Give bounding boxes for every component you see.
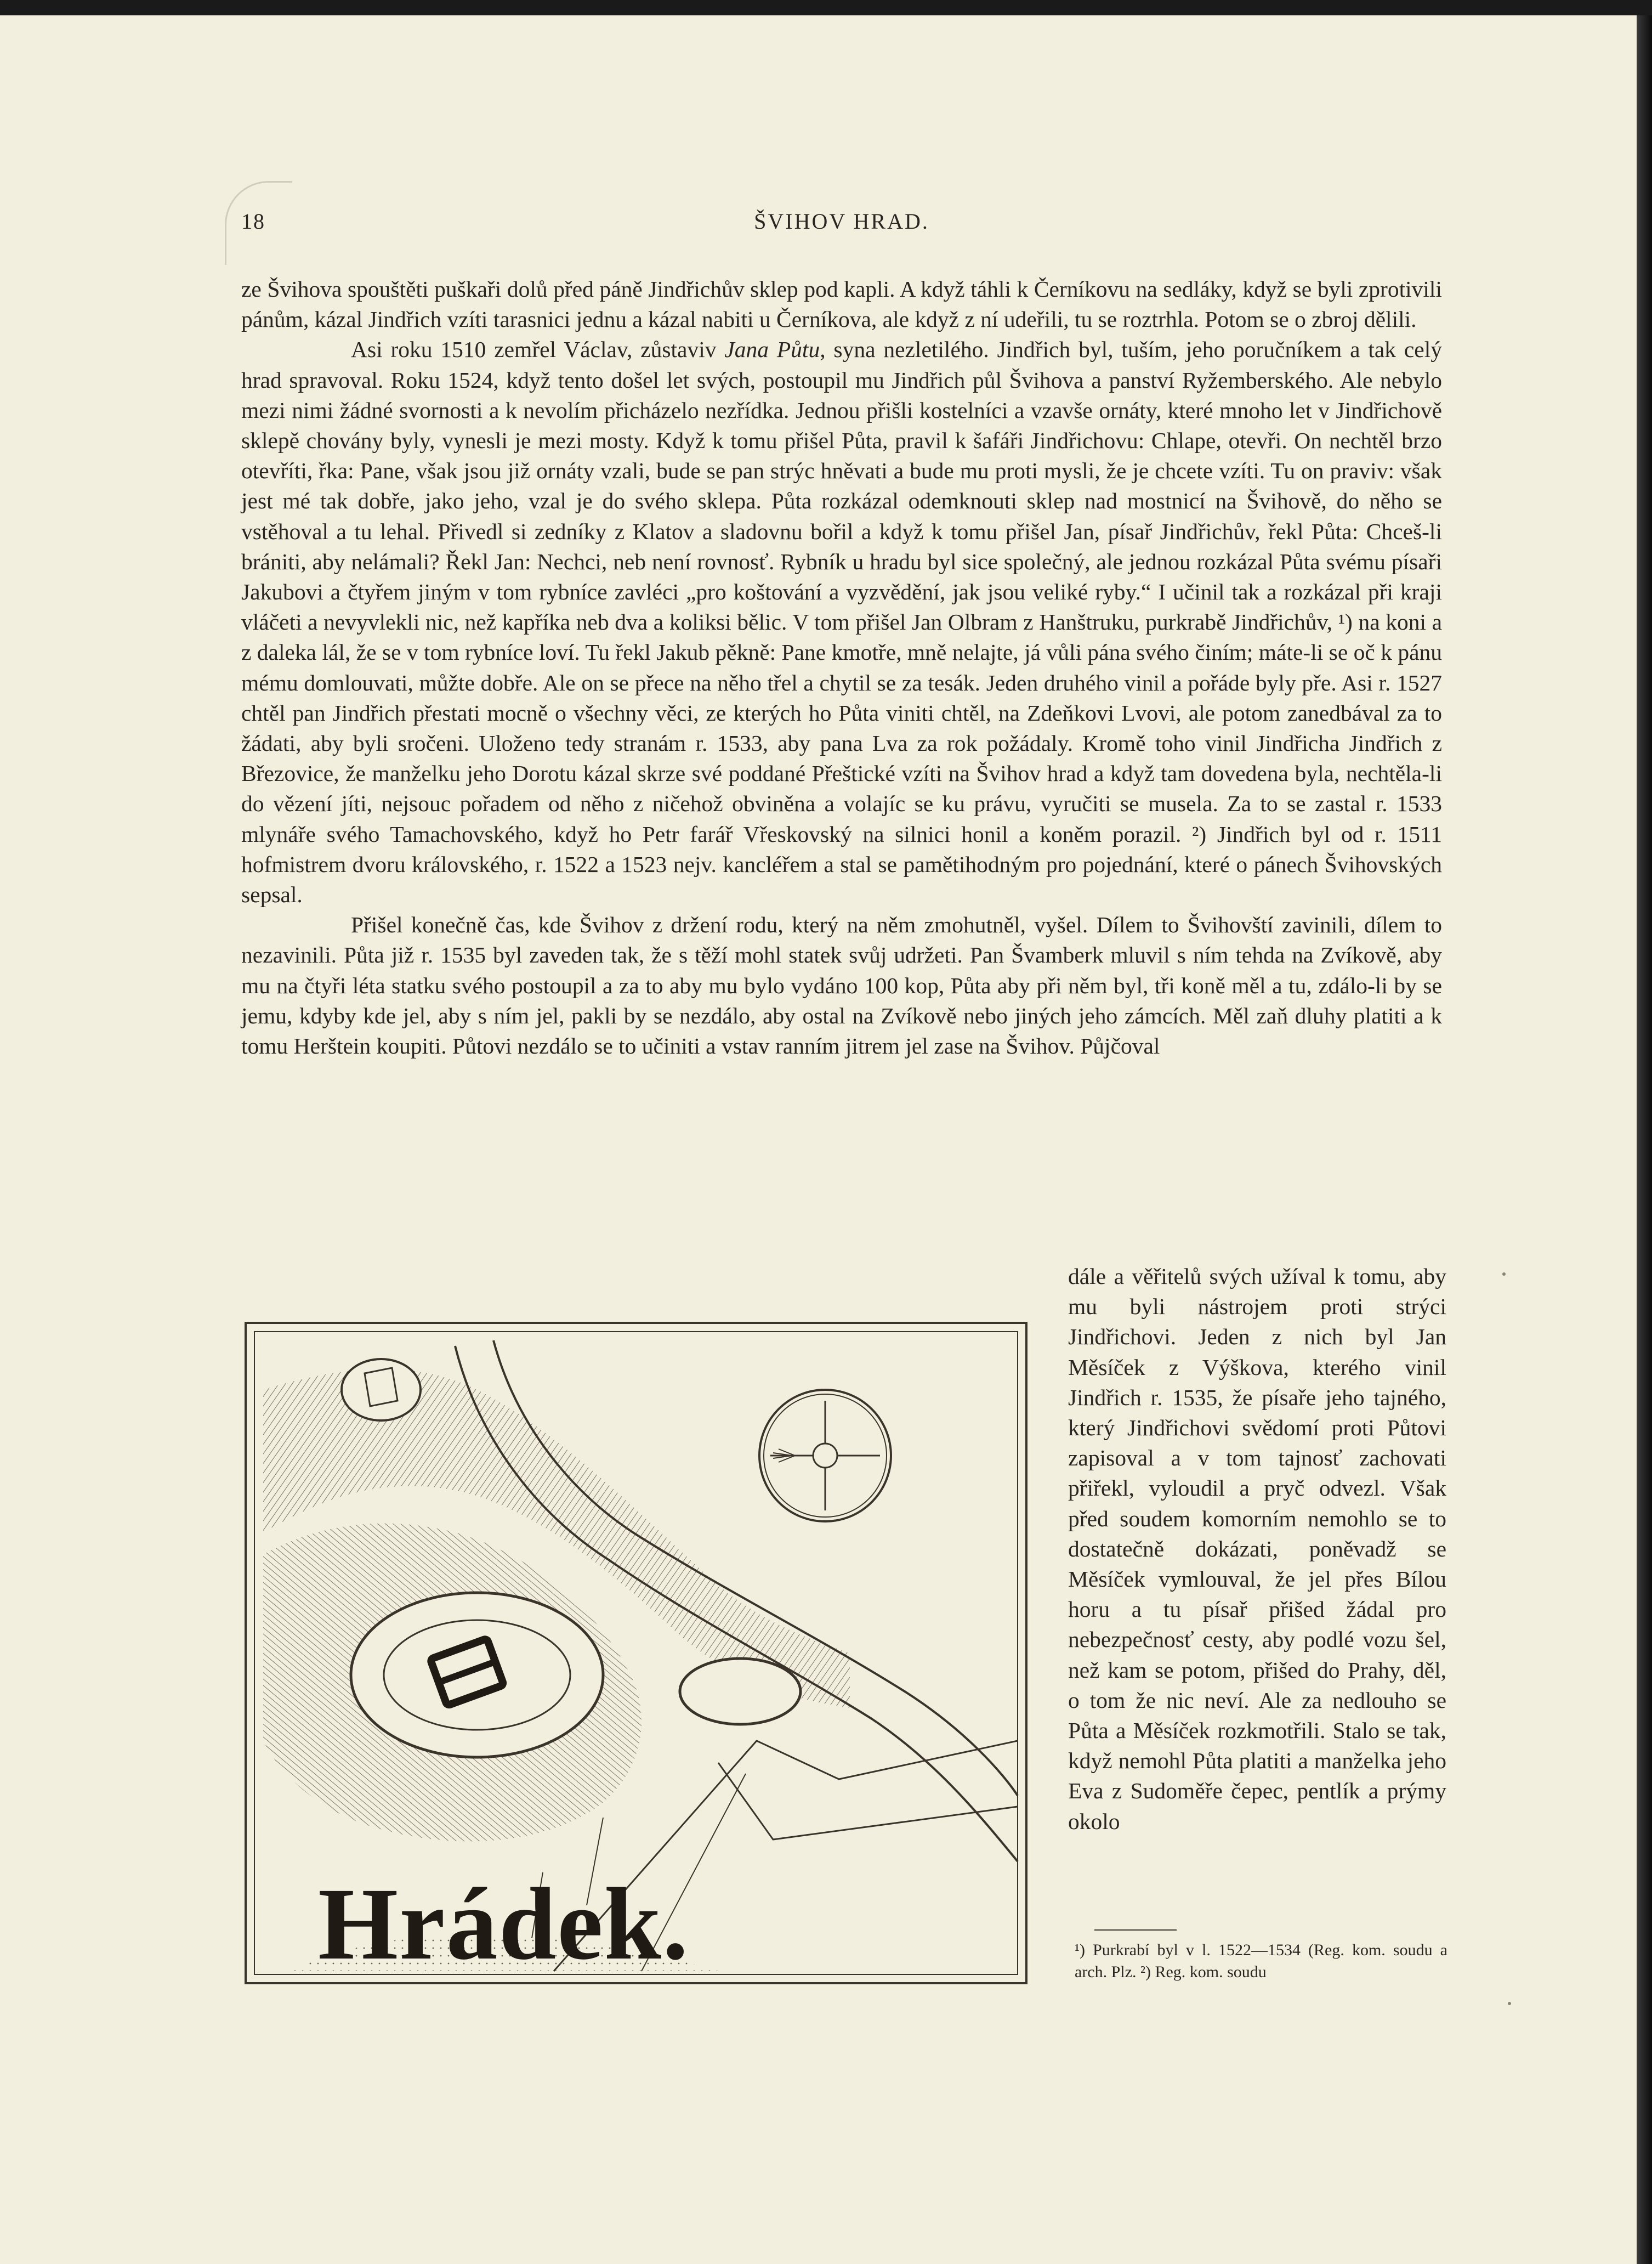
footnote-rule (1094, 1929, 1177, 1931)
paragraph-1: ze Švihova spouštěti puškaři dolů před páně Jindřichův sklep pod kapli. A když táhli k Černíkovu na sedláky, když se byli zprotivili pánům, kázal Jindřich vzíti tarasnici jednu a kázal nabiti u Černíkova, ale když z ní udeřili, tu se roztrhla. Potom se o zbroj dělili. (241, 276, 1442, 332)
page-edge (1637, 15, 1652, 2264)
running-title: ŠVIHOV HRAD. (754, 209, 929, 234)
main-text (241, 274, 1442, 1061)
footnotes: ¹) Purkrabí byl v l. 1522—1534 (Reg. kom. soudu a arch. Plz. ²) Reg. kom. soudu (1075, 1941, 1447, 1981)
paragraph-2-start: Asi roku 1510 zemřel Václav, zůstaviv (351, 337, 725, 363)
page-header (241, 208, 1442, 247)
site-plan-figure (245, 1322, 1027, 1984)
page-number: 18 (241, 209, 265, 234)
paper-speck (1508, 2002, 1511, 2005)
paragraph-3: Přišel konečně čas, kde Švihov z držení rodu, který na něm zmohutněl, vyšel. Dílem to Švihovští zavinili, dílem to nezavinili. Půta již r. 1535 byl zaveden tak, že s těží mohl statek svůj udržeti. Pan Švamberk mluvil s ním tehda na Zvíkově, aby mu na čtyři léta statku svého postoupil a za to aby mu bylo vydáno 100 kop, Půta aby při něm byl, tři koně měl a tu, zdálo-li by se jemu, kdyby kde jel, aby s ním jel, pakli by se nezdálo, aby ostal na Zvíkově nebo jiných jeho zámcích. Měl zaň dluhy platiti a k tomu Herštein koupiti. Půtovi nezdálo se to učiniti a vstav ranním jitrem jel zase na Švihov. Půjčoval (241, 912, 1442, 1059)
paper-speck (1502, 1272, 1506, 1276)
person-name-jan-puta: Jana Půtu (724, 337, 820, 363)
side-column-text (1068, 1261, 1446, 1837)
paragraph-2-rest: , syna nezletilého. Jindřich byl, tuším, jeho poručníkem a tak celý hrad spravoval. Roku 1524, když tento došel let svých, postoupil mu Jindřich půl Švihova a panství Ryžemberského. Ale nebylo mezi nimi žádné svornosti a k nevolím přicházelo nezřídka. Jednou přišli kostelníci a vzavše ornáty, které mnoho let v Jindřichově sklepě chovány byly, vynesli je mezi mosty. Když k tomu přišel Půta, pravil k šafáři Jindřichovu: Chlape, otevři. On nechtěl brzo otevříti, řka: Pane, však jsou již ornáty vzali, bude se pan strýc hněvati a bude mu proti mysli, že je chcete vzíti. Tu on praviv: však jest mé tak dobře, jako jeho, vzal je do svého sklepa. Půta rozkázal odemknouti sklep nad mostnicí na Švihově, do něho se vstěhoval a tu lehal. Přivedl si zedníky z Klatov a sladovnu bořil a když k tomu přišel Jan, písař Jindřichův, řekl Půta: Chceš-li brániti, aby nelámali? Řekl Jan: Nechci, neb není rovnosť. Rybník u hradu byl sice společný, ale jednou rozkázal Půta svému písaři Jakubovi a čtyřem jiným v tom rybníce zavléci „pro koštování a vyzvědění, jak jsou veliké ryby.“ I učinil tak a rozkázal při kraji vláčeti a nevyvlekli nic, než kapříka neb dva a koliksi bělic. V tom přišel Jan Olbram z Hanštruku, purkrabě Jindřichův, ¹) na koni a z daleka lál, že se v tom rybníce loví. Tu řekl Jakub pěkně: Pane kmotře, mně nelajte, já vůli pána svého činím; máte-li se oč k pánu mému domlouvati, můžte dobře. Ale on se přece na něho třel a chytil se za tesák. Jeden druhého vinil a pořáde byly pře. Asi r. 1527 chtěl pan Jindřich přestati mocně o všechny věci, ze kterých ho Půta viniti chtěl, na Zdeňkovi Lvovi, ale potom zanedbával za to žádati, aby byli sročeni. Uloženo tedy stranám r. 1533, aby pana Lva za rok požádaly. Kromě toho vinil Jindřicha Jindřich z Březovice, že manželku jeho Dorotu kázal skrze své poddané Přeštické vzíti na Švihov hrad a když tam dovedena byla, nechtěla-li do vězení jíti, nejsouc pořadem od něho z ničehož obviněna a volajíc se ku právu, vyručiti se musela. Za to se zastal r. 1533 mlynáře svého Tamachovského, když ho Petr farář Vřeskovský na silnici honil a koněm porazil. ²) Jindřich byl od r. 1511 hofmistrem dvoru královského, r. 1522 a 1523 nejv. kancléřem a stal se pamětihodným pro pojednání, které o pánech Švihovských sepsal. (241, 337, 1442, 908)
paragraph-2 (241, 335, 1442, 910)
figure-title-hradek: Hrádek. (318, 1866, 690, 1981)
side-column-paragraph: dále a věřitelů svých užíval k tomu, aby mu byli nástrojem proti strýci Jindřichovi. Jeden z nich byl Jan Měsíček z Výškova, kterého vinil Jindřich r. 1535, že písaře jeho tajného, který Jindřichovi svědomí proti Půtovi zapisoval a v tom tajnosť zachovati přiřekl, vyloudil a pryč odvezl. Však před soudem komorním nemohlo se to dostatečně dokázati, poněvadž se Měsíček vymlouval, že jel přes Bílou horu a tu písař přišed žádal pro nebezpečnosť cesty, aby podlé vozu šel, než kam se potom, přišed do Prahy, děl, o tom že nic neví. Ale za nedlouho se Půta a Měsíček rozkmotřili. Stalo se tak, když nemohl Půta platiti a manželka jeho Eva z Sudoměře čepec, pentlík a prýmy okolo (1068, 1264, 1446, 1834)
